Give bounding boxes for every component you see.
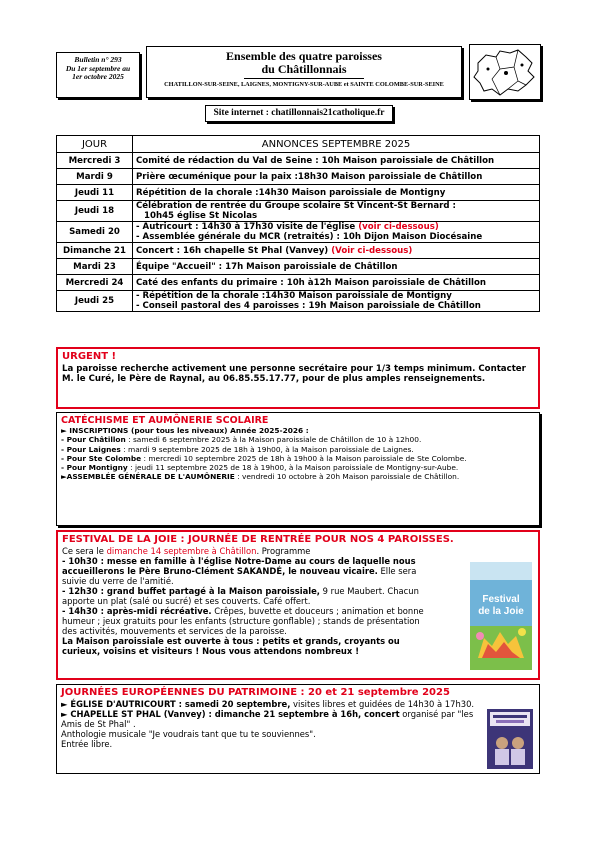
festival-section xyxy=(56,530,540,680)
item-label: - Pour Ste Colombe xyxy=(61,453,142,463)
row-event: Comité de rédaction du Val de Seine : 10h Maison paroissiale de Châtillon xyxy=(133,153,540,169)
program-item xyxy=(62,606,434,636)
program-item xyxy=(62,556,434,586)
poster-title: Festival xyxy=(482,594,520,605)
festival-poster-image xyxy=(470,562,532,670)
header-title: Ensemble des quatre paroisses xyxy=(226,49,382,63)
column-header-announcements: ANNONCES SEPTEMBRE 2025 xyxy=(133,136,540,153)
row-day: Mercredi 3 xyxy=(57,153,133,169)
table-row xyxy=(57,153,540,169)
bulletin-period-start: Du 1er septembre au xyxy=(65,63,131,73)
row-event xyxy=(133,291,540,312)
program-bold: - 12h30 : grand buffet partagé à la Maison paroissiale, xyxy=(62,586,320,596)
row-day: Jeudi 25 xyxy=(57,291,133,312)
program-bold: - 14h30 : après-midi récréative. xyxy=(62,606,212,616)
program-item xyxy=(62,586,434,606)
urgent-heading: URGENT ! xyxy=(62,351,117,362)
see-below-link[interactable]: (voir ci-dessous) xyxy=(358,222,439,232)
row-event xyxy=(133,243,540,259)
program-bold: - 10h30 : messe en famille à l'église Notre-Dame au cours de laquelle nous accueillerons le Père Bruno-Clément SAKANDÉ, le nouveau vicaire. xyxy=(62,556,416,576)
festival-body xyxy=(62,546,434,656)
program-text: Elle sera suivie du verre de l'amitié. xyxy=(62,566,417,586)
event-line: 10h45 église St Nicolas xyxy=(144,211,258,221)
header-parishes: CHATILLON-SUR-SEINE, LAIGNES, MONTIGNY-SUR-AUBE et SAINTE COLOMBE-SUR-SEINE xyxy=(164,81,444,88)
heritage-body xyxy=(61,699,481,749)
item-label: ►ASSEMBLÉE GÉNÉRALE DE L'AUMÔNERIE xyxy=(61,472,235,482)
row-day: Mardi 9 xyxy=(57,169,133,185)
list-item xyxy=(61,445,535,454)
intro-text: . Programme xyxy=(256,546,311,556)
bulletin-number: Bulletin n° 293 xyxy=(74,55,122,64)
bulletin-period-end: 1er octobre 2025 xyxy=(72,72,124,81)
event-line: - Assemblée générale du MCR (retraités) : 10h Dijon Maison Diocésaine xyxy=(136,232,483,242)
event-line: - Conseil pastoral des 4 paroisses : 19h Maison paroissiale de Châtillon xyxy=(136,301,481,311)
header-divider xyxy=(244,78,364,79)
row-event: Caté des enfants du primaire : 10h à12h Maison paroissiale de Châtillon xyxy=(133,275,540,291)
row-event: Répétition de la chorale :14h30 Maison paroissiale de Montigny xyxy=(133,185,540,201)
event-line: Célébration de rentrée du Groupe scolaire St Vincent-St Bernard : xyxy=(136,201,456,211)
item-text: : mercredi 10 septembre 2025 de 18h à 19h00 à la Maison paroissiale de Ste Colombe. xyxy=(141,453,467,463)
program-text: 9 rue Maubert. Chacun apporte un plat (salé ou sucré) et ses couverts. Café offert. xyxy=(62,586,419,606)
item-label: - Pour Châtillon xyxy=(61,435,126,445)
table-row xyxy=(57,275,540,291)
row-event xyxy=(133,201,540,222)
header-title-box xyxy=(146,46,462,98)
event-line xyxy=(136,222,536,232)
map-outline-icon xyxy=(470,45,540,99)
catechism-heading: CATÉCHISME ET AUMÔNERIE SCOLAIRE xyxy=(61,415,269,426)
registrations-heading: ► INSCRIPTIONS (pour tous les niveaux) Année 2025-2026 : xyxy=(61,426,309,435)
header-subtitle: du Châtillonnais xyxy=(261,62,347,76)
row-event: Prière œcuménique pour la paix :18h30 Maison paroissiale de Châtillon xyxy=(133,169,540,185)
table-row xyxy=(57,291,540,312)
urgent-text: La paroisse recherche activement une personne secrétaire pour 1/3 temps minimum. Contacter M. le Curé, le Père de Raynal, au 06.85.55.17.77, pour de plus amples renseignements. xyxy=(62,363,526,384)
table-row xyxy=(57,201,540,222)
see-below-link[interactable]: (Voir ci-dessous) xyxy=(331,245,413,256)
region-map-icon xyxy=(469,44,541,100)
festival-intro xyxy=(62,546,434,556)
item-label: - Pour Montigny xyxy=(61,463,128,473)
program-closing: La Maison paroissiale est ouverte à tous : petits et grands, croyants ou curieux, voisins et visiteurs ! Nous vous attendons nombreux ! xyxy=(62,636,400,656)
list-item xyxy=(61,435,535,444)
heritage-item xyxy=(61,709,481,729)
row-day: Mercredi 24 xyxy=(57,275,133,291)
list-item xyxy=(61,454,535,463)
table-row xyxy=(57,185,540,201)
event-text: Concert : 16h chapelle St Phal (Vanvey) xyxy=(136,245,332,256)
heritage-bold: ► CHAPELLE ST PHAL (Vanvey) : dimanche 21 septembre à 16h, concert xyxy=(61,709,400,719)
row-day: Dimanche 21 xyxy=(57,243,133,259)
table-row xyxy=(57,169,540,185)
row-event: Équipe "Accueil" : 17h Maison paroissiale de Châtillon xyxy=(133,259,540,275)
program-text: Crêpes, buvette et douceurs ; animation et bonne humeur ; jeux gratuits pour les enfants (structure gonflable) ; stands de présentation des activités, mouvements et services de la paroisse. xyxy=(62,606,424,636)
concert-poster-image xyxy=(487,709,533,769)
item-text: : mardi 9 septembre 2025 de 18h à 19h00, à la Maison paroissiale de Laignes. xyxy=(120,444,414,454)
heritage-days-section xyxy=(56,684,540,774)
festival-heading: FESTIVAL DE LA JOIE : JOURNÉE DE RENTRÉE POUR NOS 4 PAROISSES. xyxy=(62,534,454,545)
event-text: - Autricourt : 14h30 à 17h30 visite de l'église xyxy=(136,222,359,232)
item-text: : vendredi 10 octobre à 20h Maison paroissiale de Châtillon. xyxy=(234,472,460,482)
poster-title: de la Joie xyxy=(478,606,524,617)
intro-text: Ce sera le xyxy=(62,546,107,556)
row-day: Mardi 23 xyxy=(57,259,133,275)
event-line: - Répétition de la chorale :14h30 Maison paroissiale de Montigny xyxy=(136,291,452,301)
festival-date: dimanche 14 septembre à Châtillon xyxy=(106,546,257,556)
catechism-section xyxy=(56,412,540,526)
heritage-bold: ► ÉGLISE D'AUTRICOURT : samedi 20 septembre, xyxy=(61,699,291,709)
item-text: : jeudi 11 septembre 2025 de 18 à 19h00, à la Maison paroissiale de Montigny-sur-Aube. xyxy=(127,463,459,473)
column-header-day: JOUR xyxy=(57,136,133,153)
row-event xyxy=(133,222,540,243)
table-row xyxy=(57,222,540,243)
item-text: : samedi 6 septembre 2025 à la Maison paroissiale de Châtillon de 10 à 12h00. xyxy=(125,435,422,445)
website-link[interactable]: Site internet : chatillonnais21catholique.fr xyxy=(205,105,393,122)
announcements-table xyxy=(56,135,540,312)
list-item xyxy=(61,472,535,481)
heritage-text: visites libres et guidées de 14h30 à 17h30. xyxy=(290,699,475,709)
item-label: - Pour Laignes xyxy=(61,444,121,454)
heritage-item xyxy=(61,699,481,709)
heritage-text: organisé par "les Amis de St Phal" . xyxy=(61,709,474,729)
row-day: Samedi 20 xyxy=(57,222,133,243)
bulletin-info xyxy=(56,52,140,98)
heritage-heading: JOURNÉES EUROPÉENNES DU PATRIMOINE : 20 et 21 septembre 2025 xyxy=(61,687,450,698)
heritage-item: Anthologie musicale "Je voudrais tant que tu te souviennes". xyxy=(61,729,316,739)
list-item xyxy=(61,463,535,472)
row-day: Jeudi 18 xyxy=(57,201,133,222)
table-row xyxy=(57,243,540,259)
table-row xyxy=(57,259,540,275)
row-day: Jeudi 11 xyxy=(57,185,133,201)
heritage-item: Entrée libre. xyxy=(61,739,113,749)
urgent-notice xyxy=(56,347,540,409)
